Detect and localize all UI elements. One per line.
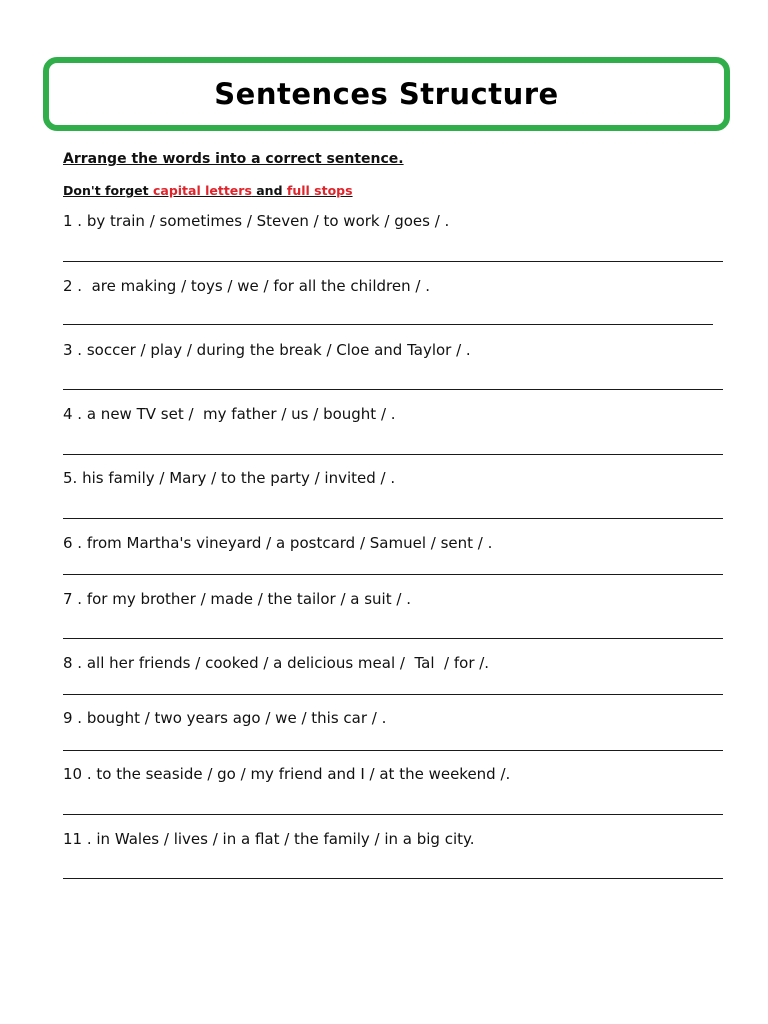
answer-line-6[interactable] — [63, 574, 723, 575]
answer-line-8[interactable] — [63, 694, 723, 695]
answer-line-7[interactable] — [63, 638, 723, 639]
answer-line-11[interactable] — [63, 878, 723, 879]
reminder-full-stops: full stops — [286, 183, 353, 198]
answer-line-4[interactable] — [63, 454, 723, 455]
answer-line-1[interactable] — [63, 261, 723, 262]
reminder — [63, 183, 353, 198]
exercise-item-6: 6 . from Martha's vineyard / a postcard / Samuel / sent / . — [63, 534, 493, 552]
exercise-item-3: 3 . soccer / play / during the break / Cloe and Taylor / . — [63, 341, 471, 359]
title-frame — [43, 57, 730, 131]
reminder-prefix: Don't forget — [63, 183, 153, 198]
answer-line-2[interactable] — [63, 324, 713, 325]
exercise-item-10: 10 . to the seaside / go / my friend and I / at the weekend /. — [63, 765, 511, 783]
exercise-item-1: 1 . by train / sometimes / Steven / to work / goes / . — [63, 212, 450, 230]
exercise-item-4: 4 . a new TV set / my father / us / bought / . — [63, 405, 396, 423]
exercise-item-7: 7 . for my brother / made / the tailor / a suit / . — [63, 590, 411, 608]
exercise-item-5: 5. his family / Mary / to the party / invited / . — [63, 469, 396, 487]
answer-line-3[interactable] — [63, 389, 723, 390]
reminder-and: and — [251, 183, 287, 198]
reminder-capital-letters: capital letters — [152, 183, 252, 198]
exercise-item-9: 9 . bought / two years ago / we / this car / . — [63, 709, 387, 727]
answer-line-5[interactable] — [63, 518, 723, 519]
page-title: Sentences Structure — [214, 77, 559, 111]
answer-line-9[interactable] — [63, 750, 723, 751]
answer-line-10[interactable] — [63, 814, 723, 815]
instruction: Arrange the words into a correct sentence. — [63, 151, 404, 167]
exercise-item-2: 2 . are making / toys / we / for all the children / . — [63, 277, 430, 295]
exercise-item-8: 8 . all her friends / cooked / a delicious meal / Tal / for /. — [63, 654, 490, 672]
exercise-item-11: 11 . in Wales / lives / in a flat / the family / in a big city. — [63, 830, 475, 848]
